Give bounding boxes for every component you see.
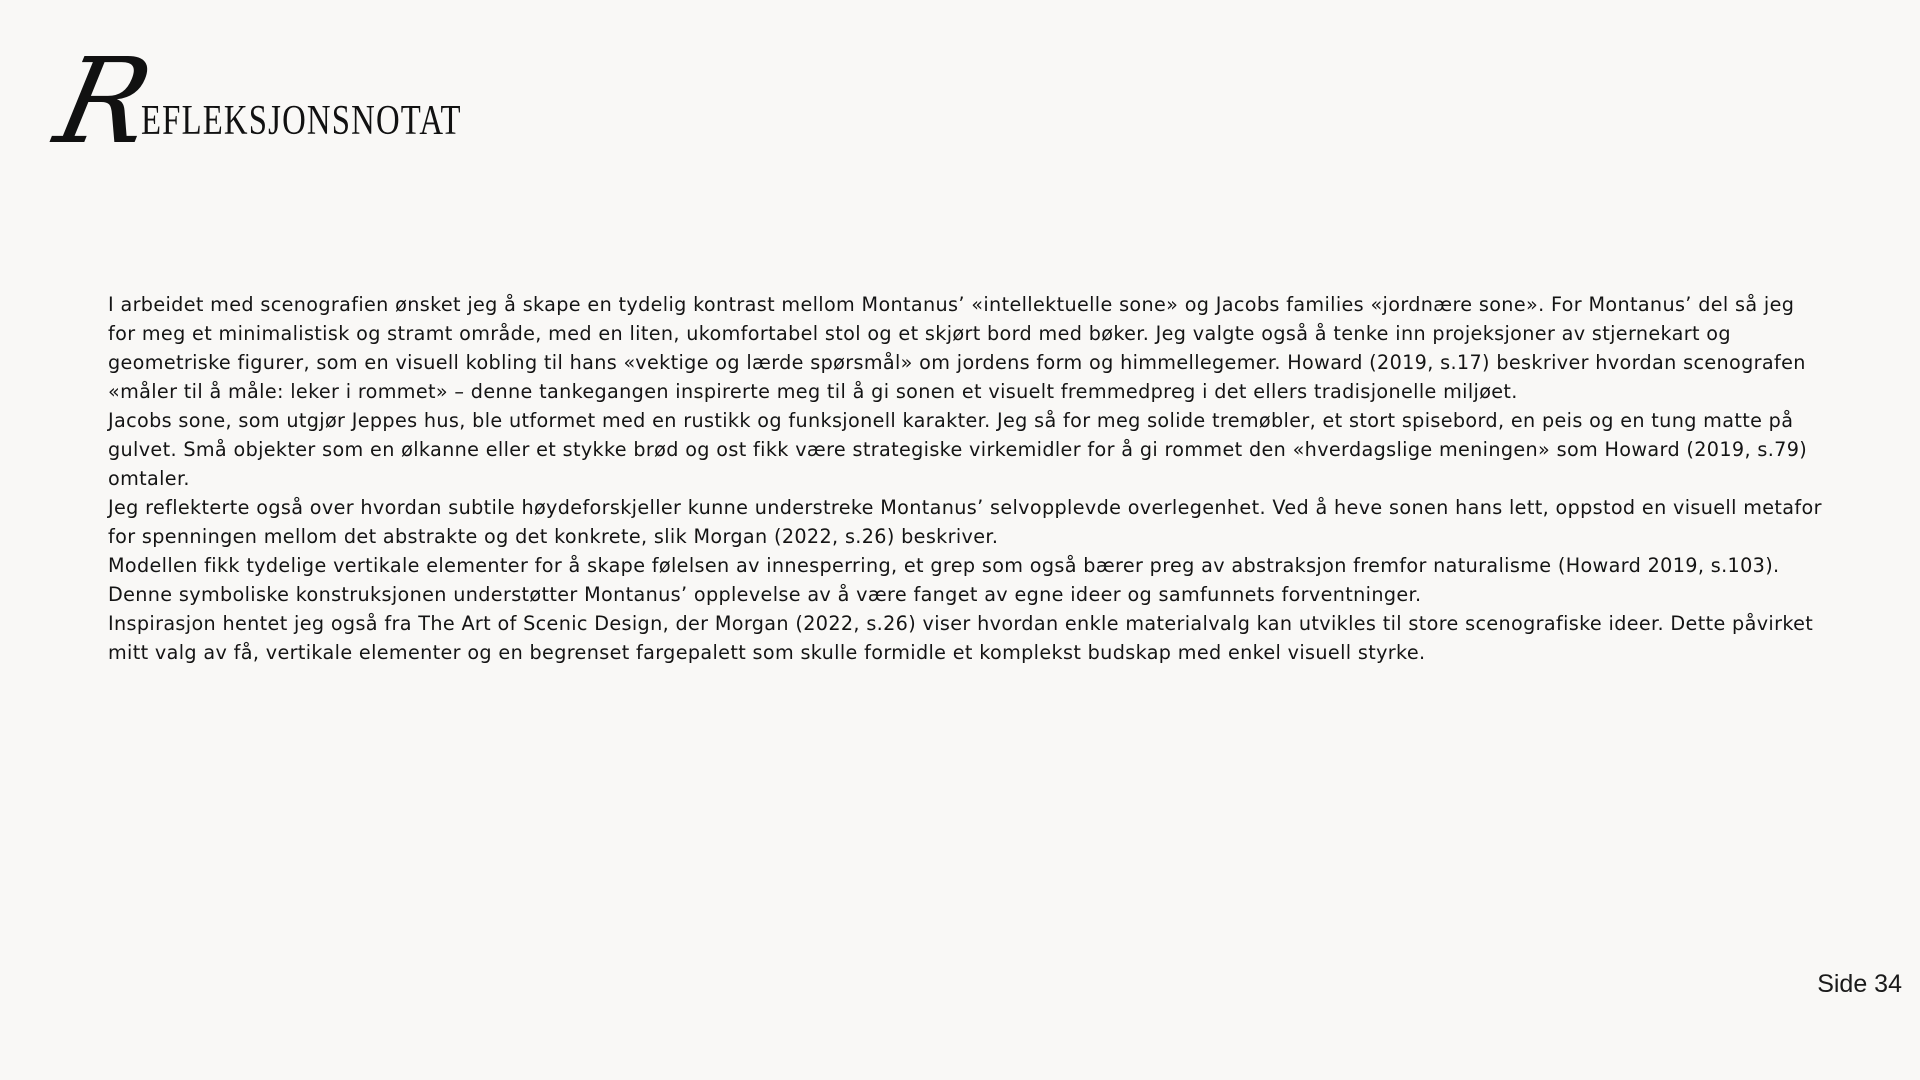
paragraph: Jeg reflekterte også over hvordan subtile høydeforskjeller kunne understreke Montanus’ selvopplevde overlegenhet. Ved å heve sonen hans lett, oppstod en visuell metafor for spenningen mellom det abstrakte og det konkrete, slik Morgan (2022, s.26) beskriver. [108,496,1822,548]
title-text: EFLEKSJONSNOTAT [140,98,462,144]
body-text [108,290,1828,667]
title-initial-letter: R [45,32,164,170]
paragraph: I arbeidet med scenografien ønsket jeg å skape en tydelig kontrast mellom Montanus’ «intellektuelle sone» og Jacobs families «jordnære sone». For Montanus’ del så jeg for meg et minimalistisk og stramt område, med en liten, ukomfortabel stol og et skjørt bord med bøker. Jeg valgte også å tenke inn projeksjoner av stjernekart og geometriske figurer, som en visuell kobling til hans «vektige og lærde spørsmål» om jordens form og himmellegemer. Howard (2019, s.17) beskriver hvordan scenografen «måler til å måle: leker i rommet» – denne tankegangen inspirerte meg til å gi sonen et visuelt fremmedpreg i det ellers tradisjonelle miljøet. [108,293,1806,403]
paragraph: Modellen fikk tydelige vertikale elementer for å skape følelsen av innesperring, et grep som også bærer preg av abstraksjon fremfor naturalisme (Howard 2019, s.103). Denne symboliske konstruksjonen understøtter Montanus’ opplevelse av å være fanget av egne ideer og samfunnets forventninger. [108,554,1780,606]
paragraph: Inspirasjon hentet jeg også fra The Art of Scenic Design, der Morgan (2022, s.26) viser hvordan enkle materialvalg kan utvikles til store scenografiske ideer. Dette påvirket mitt valg av få, vertikale elementer og en begrenset fargepalett som skulle formidle et komplekst budskap med enkel visuell styrke. [108,612,1814,664]
paragraph: Jacobs sone, som utgjør Jeppes hus, ble utformet med en rustikk og funksjonell karakter. Jeg så for meg solide tremøbler, et stort spisebord, en peis og en tung matte på gulvet. Små objekter som en ølkanne eller et stykke brød og ost fikk være strategiske virkemidler for å gi rommet den «hverdagslige meningen» som Howard (2019, s.79) omtaler. [108,409,1808,490]
page-title [45,32,552,170]
page-number: Side 34 [1817,970,1902,998]
